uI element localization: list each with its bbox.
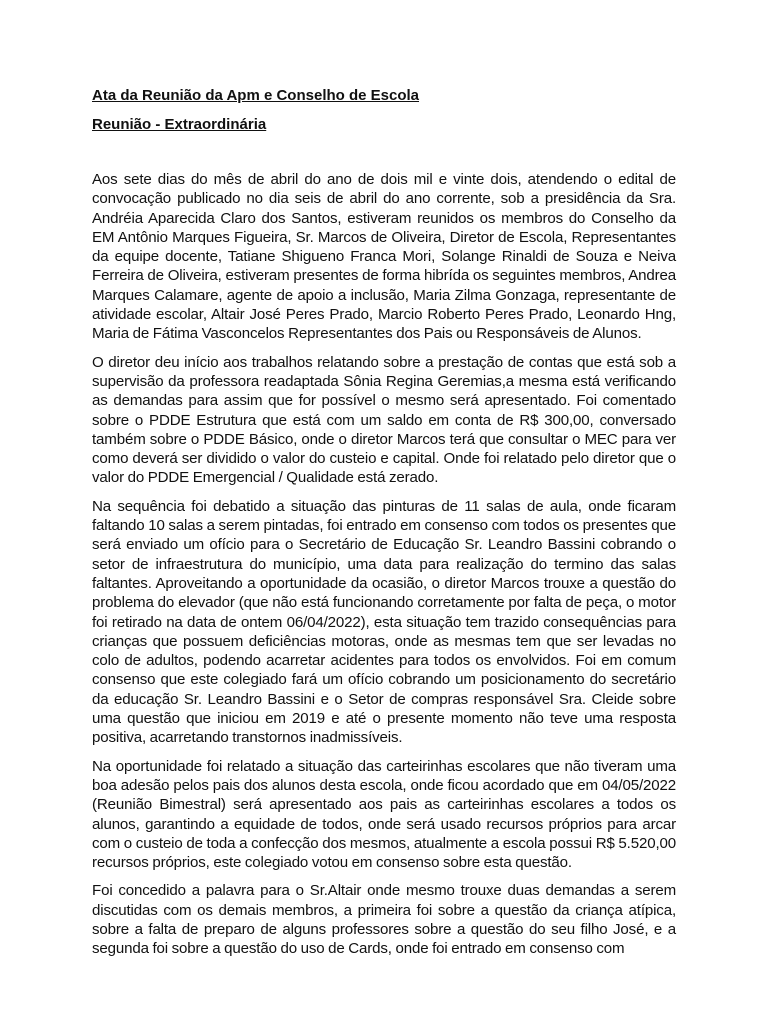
paragraph-painting-elevator: Na sequência foi debatido a situação das pinturas de 11 salas de aula, onde ficaram faltando 10 salas a serem pintadas, foi entrado em consenso com todos os presentes que será enviado um ofício para o Secretário de Educação Sr. Leandro Bassini cobrando o setor de infraestrutura do município, uma data para realização do termino das salas faltantes. Aproveitando a oportunidade da ocasião, o diretor Marcos trouxe a questão do problema do elevador (que não está funcionando corretamente por falta de peça, o motor foi retirado na data de ontem 06/04/2022), esta situação tem trazido consequências para crianças que possuem deficiências motoras, onde as mesmas tem que ser levadas no colo de adultos, podendo acarretar acidentes para todos os envolvidos. Foi em comum consenso que este colegiado fará um ofício cobrando um posicionamento do secretário da educação Sr. Leandro Bassini e o Setor de compras responsável Sra. Cleide sobre uma questão que iniciou em 2019 e até o presente momento não teve uma resposta positiva, acarretando transtornos inadmissíveis. <box>92 497 676 747</box>
document-body <box>92 86 676 968</box>
document-title: Ata da Reunião da Apm e Conselho de Escola <box>92 87 420 104</box>
paragraph-student-cards: Na oportunidade foi relatado a situação das carteirinhas escolares que não tiveram uma boa adesão pelos pais dos alunos desta escola, onde ficou acordado que em 04/05/2022 (Reunião Bimestral) será apresentado aos pais as carteirinhas escolares a todos os alunos, garantindo a equidade de todos, onde será usado recursos próprios para arcar com o custeio de toda a confecção dos mesmos, atualmente a escola possui R$ 5.520,00 recursos próprios, este colegiado votou em consenso sobre esta questão. <box>92 757 676 872</box>
paragraph-attendance: Aos sete dias do mês de abril do ano de dois mil e vinte dois, atendendo o edital de convocação publicado no dia seis de abril do ano corrente, sob a presidência da Sra. Andréia Aparecida Claro dos Santos, estiveram reunidos os membros do Conselho da EM Antônio Marques Figueira, Sr. Marcos de Oliveira, Diretor de Escola, Representantes da equipe docente, Tatiane Shigueno Franca Mori, Solange Rinaldi de Souza e Neiva Ferreira de Oliveira, estiveram presentes de forma hibrída os seguintes membros, Andrea Marques Calamare, agente de apoio a inclusão, Maria Zilma Gonzaga, representante de atividade escolar, Altair José Peres Prado, Marcio Roberto Peres Prado, Leonardo Hng, Maria de Fátima Vasconcelos Representantes dos Pais ou Responsáveis de Alunos. <box>92 171 676 343</box>
paragraph-accounts: O diretor deu início aos trabalhos relatando sobre a prestação de contas que está sob a supervisão da professora readaptada Sônia Regina Geremias,a mesma está verificando as demandas para assim que for possível o mesmo será apresentado. Foi comentado sobre o PDDE Estrutura que está com um saldo em conta de R$ 300,00, conversado também sobre o PDDE Básico, onde o diretor Marcos terá que consultar o MEC para ver como deverá ser dividido o valor do custeio e capital. Onde foi relatado pelo diretor que o valor do PDDE Emergencial / Qualidade está zerado. <box>92 353 676 487</box>
paragraph-demands: Foi concedido a palavra para o Sr.Altair onde mesmo trouxe duas demandas a serem discutidas com os demais membros, a primeira foi sobre a questão da criança atípica, sobre a falta de preparo de alguns professores sobre a questão do seu filho José, e a segunda foi sobre a questão do uso de Cards, onde foi entrado em consenso com <box>92 882 676 958</box>
document-subtitle: Reunião - Extraordinária <box>92 116 267 133</box>
